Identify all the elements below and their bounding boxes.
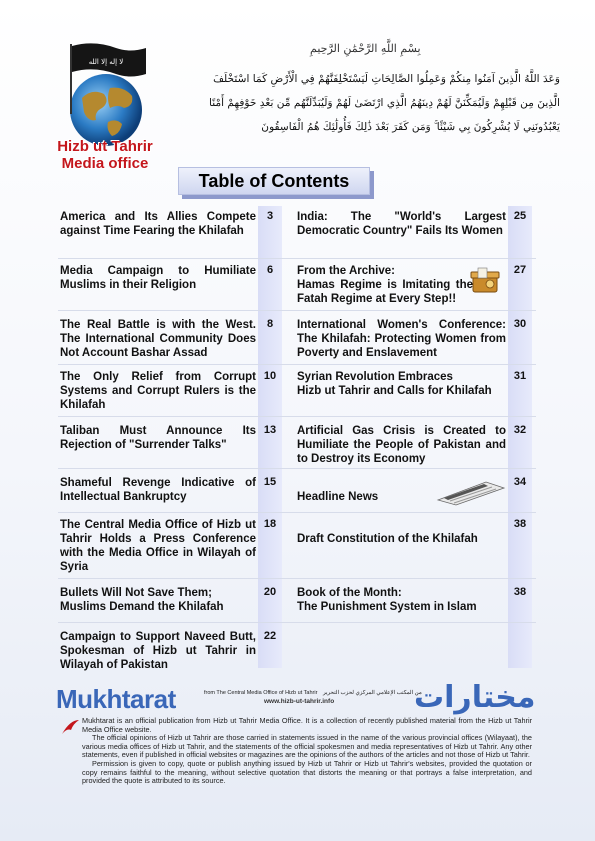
toc-entry-link[interactable]: International Women's Conference: The Khilafah: Protecting Women from Poverty and Enslavement: [297, 319, 506, 359]
newspaper-icon: [436, 478, 506, 506]
brand-name-arabic: مختارات: [414, 680, 536, 715]
row-divider: [58, 310, 536, 311]
toc-heading: Table of Contents: [178, 167, 370, 195]
toc-entry-link[interactable]: Campaign to Support Naveed Butt, Spokesman of Hizb ut Tahrir in Wilayah of Pakistan: [60, 631, 256, 671]
row-divider: [58, 416, 536, 417]
verse-line-3: يَعْبُدُونَنِي لَا يُشْرِكُونَ بِي شَيْئًا ۚ وَمَن كَفَرَ بَعْدَ ذَٰلِكَ فَأُولَٰئِكَ هُمُ الْفَاسِقُونَ: [261, 121, 560, 133]
quran-verse-calligraphy: [160, 40, 560, 150]
toc-entry-link[interactable]: [297, 370, 506, 398]
toc-entry-line: Hamas Regime is Imitating the Fatah Regime at Every Step!!: [297, 279, 473, 305]
globe-flag-logo: [48, 40, 158, 150]
verse-line-1: وَعَدَ اللَّهُ الَّذِينَ آمَنُوا مِنكُمْ وَعَمِلُوا الصَّالِحَاتِ لَيَسْتَخْلِفَنَّهُمْ فِي الْأَرْضِ كَمَا اسْتَخْلَفَ: [213, 73, 560, 85]
website-link[interactable]: www.hizb-ut-tahrir.info: [264, 698, 335, 705]
toc-entry-link[interactable]: The Central Media Office of Hizb ut Tahrir Holds a Press Conference with the Media Office in Wilayah of Syria: [60, 519, 256, 573]
toc-page-number[interactable]: 31: [513, 370, 527, 382]
toc-entry-line: Book of the Month:: [297, 587, 402, 599]
toc-page-number[interactable]: 38: [513, 586, 527, 598]
notice-paragraph: The official opinions of Hizb ut Tahrir are those carried in statements issued in the name of the various provincial offices (Wilayaat), the various media offices of Hizb ut Tahrir, and the statements of the official spokesmen and media representatives of Hizb ut Tahrir. Any other statements, even if published in official websites or magazines are the opinions of the authors of the articles and not those of Hizb ut Tahrir.: [82, 733, 532, 760]
toc-entry-link[interactable]: Taliban Must Announce Its Rejection of "Surrender Talks": [60, 425, 256, 451]
red-swoosh-icon: [60, 718, 80, 736]
toc-page-number[interactable]: 3: [266, 210, 274, 222]
brand-publisher-en: from The Central Media Office of Hizb ut Tahrir: [204, 690, 318, 696]
toc-page-number[interactable]: 27: [513, 264, 527, 276]
toc-entry-link[interactable]: The Real Battle is with the West. The International Community Does Not Account Bashar Assad: [60, 319, 256, 359]
toc-page-number[interactable]: 18: [263, 518, 277, 530]
archive-box-icon: [470, 266, 500, 296]
toc-page-number[interactable]: 30: [513, 318, 527, 330]
row-divider: [58, 512, 536, 513]
row-divider: [58, 578, 536, 579]
toc-page-number[interactable]: 15: [263, 476, 277, 488]
toc-page-number[interactable]: 6: [266, 264, 274, 276]
toc-entry-link[interactable]: Bullets Will Not Save Them; Muslims Demand the Khilafah: [60, 587, 224, 613]
toc-entry-link[interactable]: Headline News: [297, 491, 379, 503]
toc-page-number[interactable]: 34: [513, 476, 527, 488]
basmala: بِسْمِ اللَّهِ الرَّحْمَٰنِ الرَّحِيمِ: [310, 42, 421, 55]
row-divider: [58, 364, 536, 365]
toc-page-number[interactable]: 22: [263, 630, 277, 642]
toc-entry-link[interactable]: America and Its Allies Compete against Time Fearing the Khilafah: [60, 211, 256, 237]
toc-entry-line: Hizb ut Tahrir and Calls for Khilafah: [297, 385, 492, 397]
toc-page-number[interactable]: 38: [513, 518, 527, 530]
toc-entry-link[interactable]: India: The "World's Largest Democratic Country" Fails Its Women: [297, 211, 506, 237]
logo-title-line2: Media office: [61, 155, 149, 172]
logo-title-line1: Hizb ut Tahrir: [57, 138, 153, 155]
svg-text:لا إله إلا الله: لا إله إلا الله: [88, 58, 124, 66]
toc-page-number[interactable]: 10: [263, 370, 277, 382]
toc-entry-link[interactable]: [297, 586, 506, 614]
row-divider: [58, 468, 536, 469]
toc-page-number[interactable]: 25: [513, 210, 527, 222]
toc-entry-link[interactable]: Media Campaign to Humiliate Muslims in their Religion: [60, 265, 256, 291]
toc-entry-line: Syrian Revolution Embraces: [297, 371, 453, 383]
toc-entry-link[interactable]: The Only Relief from Corrupt Systems and Corrupt Rulers is the Khilafah: [60, 371, 256, 411]
toc-entry-line: The Punishment System in Islam: [297, 601, 477, 613]
brand-name: Mukhtarat: [56, 684, 176, 714]
toc-page-number[interactable]: 13: [263, 424, 277, 436]
notice-paragraph: Mukhtarat is an official publication from Hizb ut Tahrir Media Office. It is a collection of recently published material from the Hizb ut Tahrir Media Office website.: [82, 716, 532, 734]
toc-entry-link[interactable]: Draft Constitution of the Khilafah: [297, 533, 478, 545]
row-divider: [58, 258, 536, 259]
toc-entry-link[interactable]: Artificial Gas Crisis is Created to Humiliate the People of Pakistan and to Destroy its Economy: [297, 425, 506, 465]
toc-page-number[interactable]: 32: [513, 424, 527, 436]
publication-notice: [82, 717, 532, 786]
toc-entry-link[interactable]: Shameful Revenge Indicative of Intellectual Bankruptcy: [60, 477, 256, 503]
row-divider: [58, 622, 536, 623]
brand-publisher-ar: من المكتب الإعلامي المركزي لحزب التحرير: [322, 690, 422, 696]
toc-entry-line: From the Archive:: [297, 265, 395, 277]
verse-line-2: الَّذِينَ مِن قَبْلِهِمْ وَلَيُمَكِّنَنَّ لَهُمْ دِينَهُمُ الَّذِي ارْتَضَىٰ لَهُمْ وَلَيُبَدِّلَنَّهُم مِّن بَعْدِ خَوْفِهِمْ أَمْنًا: [209, 97, 560, 109]
toc-page-number[interactable]: 20: [263, 586, 277, 598]
notice-paragraph: Permission is given to copy, quote or publish anything issued by Hizb ut Tahrir or Hizb ut Tahrir's websites, provided the quotation or copy remains faithful to the meaning, without selective quotation that distorts the meaning or that portrays a false interpretation, and provided the quote is attributed to its source.: [82, 758, 532, 786]
brand-publisher: [204, 690, 422, 696]
logo-title: [46, 138, 164, 172]
toc-page-number[interactable]: 8: [266, 318, 274, 330]
